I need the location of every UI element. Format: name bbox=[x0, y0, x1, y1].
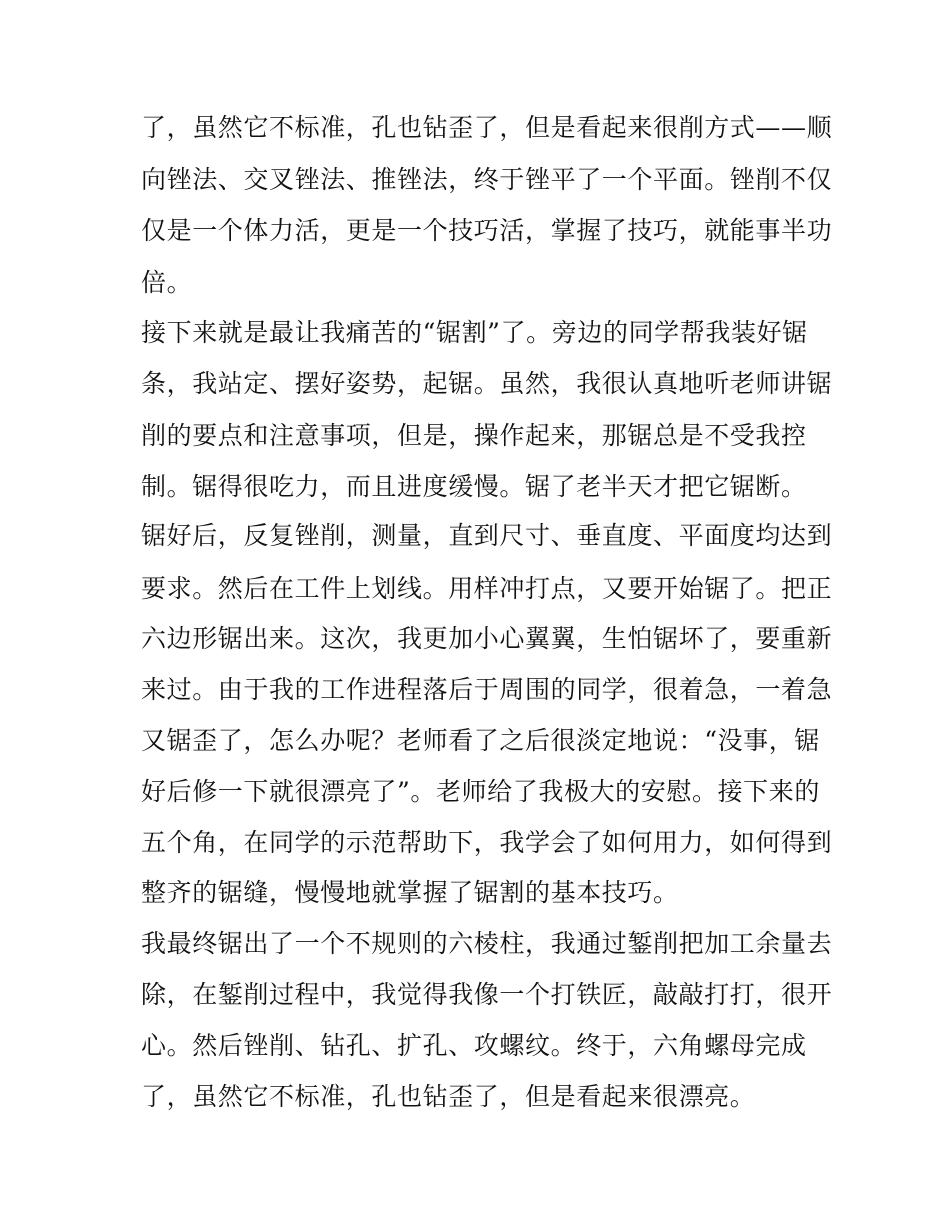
text-line-1: 了，虽然它不标准，孔也钻歪了，但是看起来很削方式——顺 bbox=[141, 113, 833, 142]
text-line-9: 锯好后，反复锉削，测量，直到尺寸、垂直度、平面度均达到 bbox=[141, 521, 833, 550]
text-line-18: 除，在錾削过程中，我觉得我像一个打铁匠，敲敲打打，很开 bbox=[141, 980, 833, 1009]
text-line-4: 倍。 bbox=[141, 268, 193, 297]
text-line-2: 向锉法、交叉锉法、推锉法，终于锉平了一个平面。锉削不仅 bbox=[141, 165, 833, 194]
text-line-8: 制。锯得很吃力，而且进度缓慢。锯了老半天才把它锯断。 bbox=[141, 472, 807, 501]
text-line-12: 来过。由于我的工作进程落后于周围的同学，很着急，一着急 bbox=[141, 675, 833, 704]
text-line-10: 要求。然后在工件上划线。用样冲打点，又要开始锯了。把正 bbox=[141, 574, 833, 603]
text-line-13: 又锯歪了，怎么办呢？老师看了之后很淡定地说：“没事，锯 bbox=[141, 726, 820, 755]
text-line-5: 接下来就是最让我痛苦的“锯割”了。旁边的同学帮我装好锯 bbox=[141, 318, 808, 347]
text-line-6: 条，我站定、摆好姿势，起锯。虽然，我很认真地听老师讲锯 bbox=[141, 369, 833, 398]
text-line-15: 五个角，在同学的示范帮助下，我学会了如何用力，如何得到 bbox=[141, 828, 833, 857]
text-line-7: 削的要点和注意事项，但是，操作起来，那锯总是不受我控 bbox=[141, 421, 807, 450]
text-line-19: 心。然后锉削、钻孔、扩孔、攻螺纹。终于，六角螺母完成 bbox=[141, 1031, 807, 1060]
text-line-14: 好后修一下就很漂亮了”。老师给了我极大的安慰。接下来的 bbox=[141, 777, 820, 806]
text-line-20: 了，虽然它不标准，孔也钻歪了，但是看起来很漂亮。 bbox=[141, 1082, 756, 1111]
text-line-3: 仅是一个体力活，更是一个技巧活，掌握了技巧，就能事半功 bbox=[141, 216, 833, 245]
text-line-17: 我最终锯出了一个不规则的六棱柱，我通过錾削把加工余量去 bbox=[141, 929, 833, 958]
text-line-16: 整齐的锯缝，慢慢地就掌握了锯割的基本技巧。 bbox=[141, 878, 679, 907]
text-line-11: 六边形锯出来。这次，我更加小心翼翼，生怕锯坏了，要重新 bbox=[141, 624, 833, 653]
